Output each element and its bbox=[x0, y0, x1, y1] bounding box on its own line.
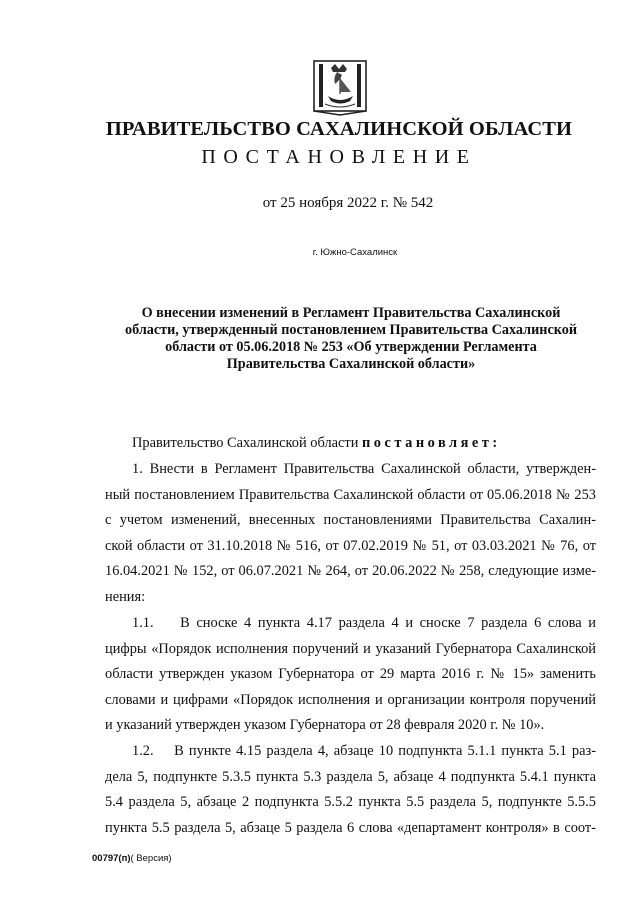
subject-line: Правительства Сахалинской области» bbox=[226, 356, 476, 372]
body-line: 16.04.2021 № 152, от 06.07.2021 № 264, от 20.06.2022 № 258, следующие изме- bbox=[105, 563, 596, 579]
coat-of-arms-icon bbox=[313, 60, 367, 116]
body-line: дела 5, подпункте 5.3.5 пункта 5.3 раздела 5, абзаце 4 подпункта 5.4.1 пункта bbox=[105, 769, 596, 785]
organization-title: ПРАВИТЕЛЬСТВО САХАЛИНСКОЙ ОБЛАСТИ bbox=[105, 118, 573, 140]
body-line: словами и цифрами «Порядок исполнения и организации контроля поручений bbox=[105, 692, 596, 708]
body-line: цифры «Порядок исполнения поручений и указаний Губернатора Сахалинской bbox=[105, 641, 596, 657]
body-line: и указаний утвержден указом Губернатора от 28 февраля 2020 г. № 10». bbox=[105, 717, 545, 733]
footer-version: ( Версия) bbox=[130, 853, 172, 864]
body-line: 5.4 раздела 5, абзаце 2 подпункта 5.5.2 пункта 5.5 раздела 5, подпункте 5.5.5 bbox=[105, 794, 596, 810]
document-date-number: от 25 ноября 2022 г. № 542 bbox=[262, 195, 434, 211]
body-line: ской области от 31.10.2018 № 516, от 07.02.2019 № 51, от 03.03.2021 № 76, от bbox=[105, 538, 596, 554]
body-line: нения: bbox=[105, 589, 146, 605]
preamble bbox=[132, 434, 501, 452]
body-line: 1.1. В сноске 4 пункта 4.17 раздела 4 и сноске 7 раздела 6 слова и bbox=[132, 615, 596, 631]
body-line: пункта 5.5 раздела 5, абзаце 5 раздела 6 слова «департамент контроля» в соот- bbox=[105, 820, 596, 836]
preamble-text: Правительство Сахалинской области bbox=[132, 435, 362, 451]
body-line: области утвержден указом Губернатора от 29 марта 2016 г. № 15» заменить bbox=[105, 666, 596, 682]
document-type: ПОСТАНОВЛЕНИЕ bbox=[201, 146, 477, 168]
preamble-action: постановляет: bbox=[362, 435, 501, 451]
footer-code bbox=[92, 853, 172, 864]
footer-doc-code: 00797(п) bbox=[92, 853, 131, 864]
body-line: с учетом изменений, внесенных постановлениями Правительства Сахалин- bbox=[105, 512, 596, 528]
subject-line: О внесении изменений в Регламент Правительства Сахалинской bbox=[141, 305, 561, 321]
body-line: 1.2. В пункте 4.15 раздела 4, абзаце 10 подпункта 5.1.1 пункта 5.1 раз- bbox=[132, 743, 596, 759]
subject-line: области, утвержденный постановлением Правительства Сахалинской bbox=[124, 322, 578, 338]
document-city: г. Южно-Сахалинск bbox=[312, 247, 398, 258]
body-line: 1. Внести в Регламент Правительства Сахалинской области, утвержден- bbox=[132, 461, 596, 477]
body-line: ный постановлением Правительства Сахалинской области от 05.06.2018 № 253 bbox=[105, 487, 596, 503]
subject-line: области от 05.06.2018 № 253 «Об утверждении Регламента bbox=[165, 339, 537, 355]
document-subject bbox=[70, 305, 632, 373]
